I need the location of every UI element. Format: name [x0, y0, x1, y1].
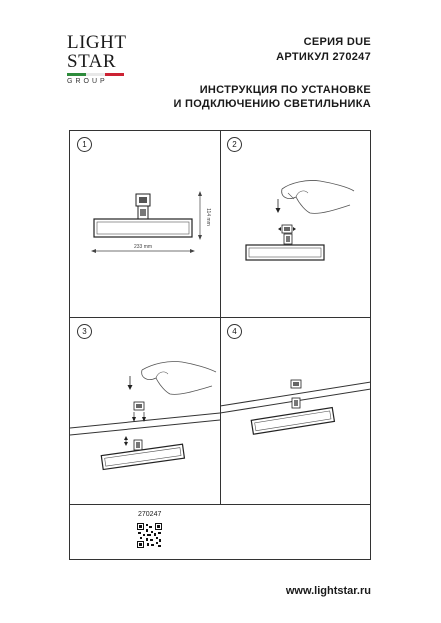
grid-divider-horizontal-2	[70, 504, 370, 505]
logo-flag-bar	[67, 73, 124, 76]
instruction-title-line-1: ИНСТРУКЦИЯ ПО УСТАНОВКЕ	[199, 84, 371, 96]
logo-line-1: LIGHT	[67, 32, 127, 53]
step-1-height-label: 114 mm	[205, 208, 211, 226]
qr-code	[137, 523, 162, 548]
step-2-illustration	[220, 131, 371, 317]
step-1-width-label: 233 mm	[133, 244, 153, 250]
article-label: АРТИКУЛ 270247	[276, 51, 371, 63]
instruction-grid	[69, 130, 371, 560]
step-3-number: 3	[77, 324, 92, 339]
logo-line-3: GROUP	[67, 78, 108, 85]
footer-article: 270247	[138, 511, 162, 518]
step-1-number: 1	[77, 137, 92, 152]
step-4-number: 4	[227, 324, 242, 339]
step-2-number: 2	[227, 137, 242, 152]
step-3-illustration	[70, 318, 220, 504]
lightstar-logo	[67, 33, 127, 97]
step-1-illustration	[70, 131, 220, 317]
step-4-illustration	[220, 318, 371, 504]
logo-line-2: STAR	[67, 51, 117, 72]
instruction-title-line-2: И ПОДКЛЮЧЕНИЮ СВЕТИЛЬНИКА	[173, 98, 371, 110]
website-url[interactable]: www.lightstar.ru	[285, 585, 371, 597]
series-label: СЕРИЯ DUE	[303, 36, 371, 48]
